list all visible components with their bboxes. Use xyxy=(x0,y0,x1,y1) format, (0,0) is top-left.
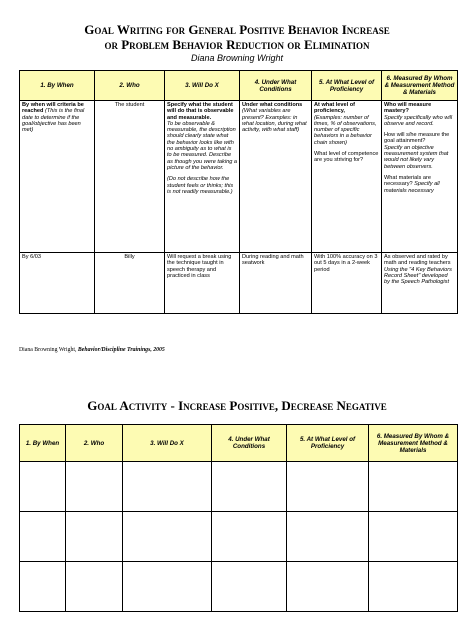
activity-cell[interactable] xyxy=(20,562,66,612)
activity-header-by-when: 1. By When xyxy=(20,425,66,462)
activity-cell[interactable] xyxy=(287,562,369,612)
activity-cell[interactable] xyxy=(212,562,287,612)
guide-proficiency-bold: At what level of proficiency, xyxy=(314,102,356,115)
header-conditions: 4. Under What Conditions xyxy=(240,71,312,101)
activity-cell[interactable] xyxy=(20,512,66,562)
activity-cell[interactable] xyxy=(287,512,369,562)
activity-cell[interactable] xyxy=(66,562,123,612)
guide-by-when-bold: By when will criteria be reached xyxy=(22,102,84,115)
activity-blank-row xyxy=(20,562,458,612)
example-row xyxy=(20,253,458,314)
example-cell-proficiency: With 100% accuracy on 3 out 5 days in a 2-week period xyxy=(312,253,382,314)
activity-cell[interactable] xyxy=(123,562,212,612)
guide-proficiency-question: What level of competence are you striving for? xyxy=(314,151,379,164)
table-header-row xyxy=(20,71,458,101)
guide-cell-conditions xyxy=(240,101,312,253)
activity-cell[interactable] xyxy=(287,462,369,512)
activity-cell[interactable] xyxy=(212,512,287,562)
activity-cell[interactable] xyxy=(369,462,458,512)
guide-will-do-caution: (Do not describe how the student feels or thinks; this is not readily measurable.) xyxy=(167,176,234,195)
activity-title: Goal Activity - Increase Positive, Decrease Negative xyxy=(87,398,387,413)
activity-header-proficiency: 5. At What Level of Proficiency xyxy=(287,425,369,462)
guide-will-do-note: To be observable & measurable, the description should clearly state what the behavior looks like with no ambiguity as to what is to be measured. Describe as though you were taking a picture of the behavior. xyxy=(167,120,237,171)
example-measured-plain: As observed and rated by math and reading teachers xyxy=(384,254,451,267)
header-measured-by: 6. Measured By Whom & Measurement Method & Materials xyxy=(382,71,458,101)
footer-name: Diana Browning Wright, xyxy=(19,347,77,353)
activity-cell[interactable] xyxy=(369,562,458,612)
activity-cell[interactable] xyxy=(20,462,66,512)
activity-blank-row xyxy=(20,462,458,512)
activity-header-measured-by: 6. Measured By Whom & Measurement Method & Materials xyxy=(369,425,458,462)
activity-header-who: 2. Who xyxy=(66,425,123,462)
author-name: Diana Browning Wright xyxy=(190,53,284,63)
example-cell-measured-by xyxy=(382,253,458,314)
header-by-when: 1. By When xyxy=(20,71,95,101)
guide-cell-measured-by xyxy=(382,101,458,253)
guide-measured-note-b: Specify an objective measurement system that would not likely vary between observers. xyxy=(384,144,449,170)
goal-writing-table xyxy=(19,70,458,314)
guide-conditions-note: (What variables are present? Examples: in what location, during what activity, with what staff) xyxy=(242,108,307,134)
activity-cell[interactable] xyxy=(369,512,458,562)
activity-cell[interactable] xyxy=(123,462,212,512)
activity-cell[interactable] xyxy=(123,512,212,562)
guide-measured-question-a: How will s/he measure the goal attainment? xyxy=(384,132,450,145)
guide-measured-note-c: Specify all materials necessary xyxy=(384,181,440,194)
activity-cell[interactable] xyxy=(66,462,123,512)
guide-measured-bold: Who will measure mastery? xyxy=(384,102,432,115)
header-proficiency: 5. At What Level of Proficiency xyxy=(312,71,382,101)
activity-cell[interactable] xyxy=(66,512,123,562)
example-cell-will-do: Will request a break using the technique taught in speech therapy and practiced in class xyxy=(165,253,240,314)
goal-activity-table xyxy=(19,424,458,612)
activity-blank-row xyxy=(20,512,458,562)
activity-header-row xyxy=(20,425,458,462)
guide-will-do-bold: Specify what the student will do that is observable and measurable. xyxy=(167,102,234,121)
page-title-line-2: or Problem Behavior Reduction or Elimination xyxy=(104,37,370,52)
header-will-do-x: 3. Will Do X xyxy=(165,71,240,101)
example-cell-by-when: By 6/03 xyxy=(20,253,95,314)
footer-credit xyxy=(19,347,165,353)
example-cell-conditions: During reading and math seatwork xyxy=(240,253,312,314)
header-who: 2. Who xyxy=(95,71,165,101)
page-title-line-1: Goal Writing for General Positive Behavior Increase xyxy=(84,22,390,37)
guide-cell-who: The student xyxy=(95,101,165,253)
example-cell-who: Billy xyxy=(95,253,165,314)
guide-cell-by-when xyxy=(20,101,95,253)
footer-training: Behavior/Discipline Trainings, 2005 xyxy=(77,347,165,353)
activity-cell[interactable] xyxy=(212,462,287,512)
activity-header-conditions: 4. Under What Conditions xyxy=(212,425,287,462)
guide-measured-question-b: What materials are necessary? xyxy=(384,174,431,188)
example-measured-note: Using the "4 Key Behaviors Record Sheet" developed by the Speech Pathologist xyxy=(384,266,452,286)
guide-cell-will-do xyxy=(165,101,240,253)
guide-proficiency-note: (Examples: number of times, % of observations, number of specific behaviors in a behavior chain shown) xyxy=(314,114,377,146)
guide-row xyxy=(20,101,458,253)
guide-conditions-bold: Under what conditions xyxy=(242,102,303,108)
guide-by-when-note: (This is the final date to determine if the goal/objective has been met) xyxy=(22,108,85,134)
guide-measured-note-a: Specify specifically who will observe and record. xyxy=(384,114,453,127)
activity-header-will-do-x: 3. Will Do X xyxy=(123,425,212,462)
guide-cell-proficiency xyxy=(312,101,382,253)
